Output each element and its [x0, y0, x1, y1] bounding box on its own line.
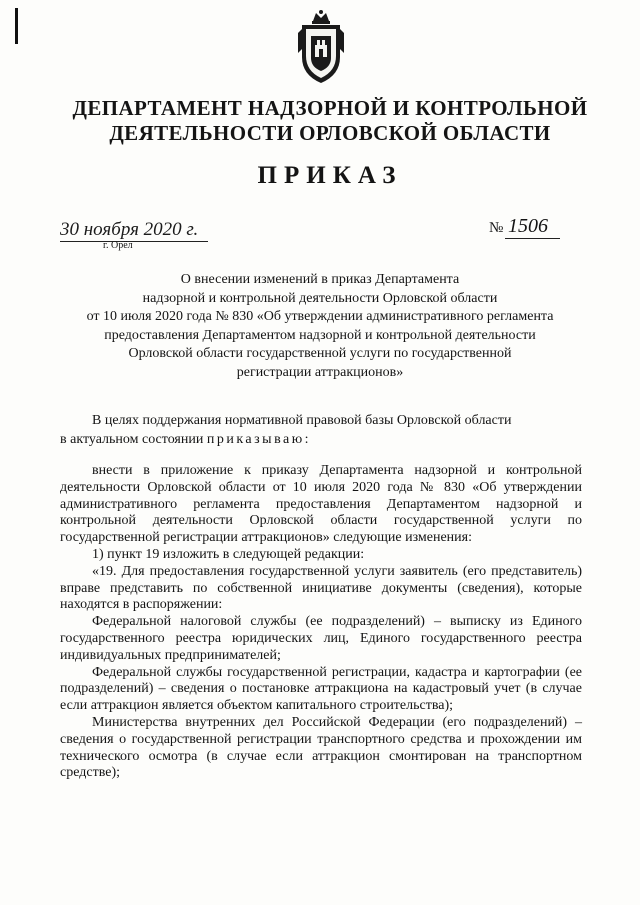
order-subject	[55, 271, 585, 383]
order-title: ПРИКАЗ	[257, 162, 403, 189]
directive-word: приказываю:	[206, 432, 312, 447]
department-header	[60, 96, 600, 146]
handwritten-date: 30 ноября 2020 г.	[60, 219, 199, 240]
preamble	[60, 411, 582, 449]
body-paragraph: Министерства внутренних дел Российской Федерации (его подразделений) – сведения о государственной регистрации транспортного средства и прохождении им технического осмотра (в случае если аттракцион смонтирован на транспортном средстве);	[60, 714, 582, 781]
subject-line: Орловской области государственной услуги по государственной	[128, 346, 512, 362]
preamble-text: в актуальном состоянии	[60, 432, 204, 447]
subject-line: О внесении изменений в приказ Департамента	[180, 272, 460, 287]
header-line-2: ДЕЯТЕЛЬНОСТИ ОРЛОВСКОЙ ОБЛАСТИ	[109, 121, 551, 145]
header-line-1: ДЕПАРТАМЕНТ НАДЗОРНОЙ И КОНТРОЛЬНОЙ	[72, 96, 588, 120]
body-paragraph: Федеральной налоговой службы (ее подразделений) – выписку из Единого государственного реестра юридических лиц, Единого государственного реестра индивидуальных предпринимателей;	[60, 614, 582, 663]
scan-edge-mark	[15, 8, 18, 44]
preamble-line-1: В целях поддержания нормативной правовой базы Орловской области	[92, 413, 512, 428]
subject-line: предоставления Департаментом надзорной и контрольной деятельности	[104, 327, 536, 343]
handwritten-order-number: 1506	[508, 215, 548, 237]
preamble-line-2	[60, 430, 582, 449]
order-number-label: №	[489, 220, 504, 236]
body-paragraph: Федеральной службы государственной регистрации, кадастра и картографии (ее подразделений) – сведения о постановке аттракциона на кадастровый учет (в случае если аттракцион является объектом капитального строительства);	[60, 664, 582, 714]
number-underline	[505, 238, 560, 239]
subject-line: регистрации аттракционов»	[236, 364, 404, 380]
body-paragraph: «19. Для предоставления государственной услуги заявитель (его представитель) вправе представить по собственной инициативе документы (сведения), которые находятся в распоряжении:	[60, 563, 582, 613]
subject-line: надзорной и контрольной деятельности Орловской области	[142, 290, 498, 306]
city-label: г. Орёл	[103, 240, 133, 251]
coat-of-arms-icon	[292, 9, 350, 85]
body-paragraph: 1) пункт 19 изложить в следующей редакции:	[92, 546, 365, 562]
date-underline	[60, 241, 208, 242]
subject-line: от 10 июля 2020 года № 830 «Об утверждении административного регламента	[86, 309, 554, 325]
order-body	[60, 463, 582, 782]
body-paragraph: внести в приложение к приказу Департамента надзорной и контрольной деятельности Орловской области от 10 июля 2020 года № 830 «Об утверждении административного регламента предоставления Департаментом надзорной и контрольной деятельности Орловской области государственной услуги по государственной регистрации аттракционов» следующие изменения:	[60, 463, 582, 546]
